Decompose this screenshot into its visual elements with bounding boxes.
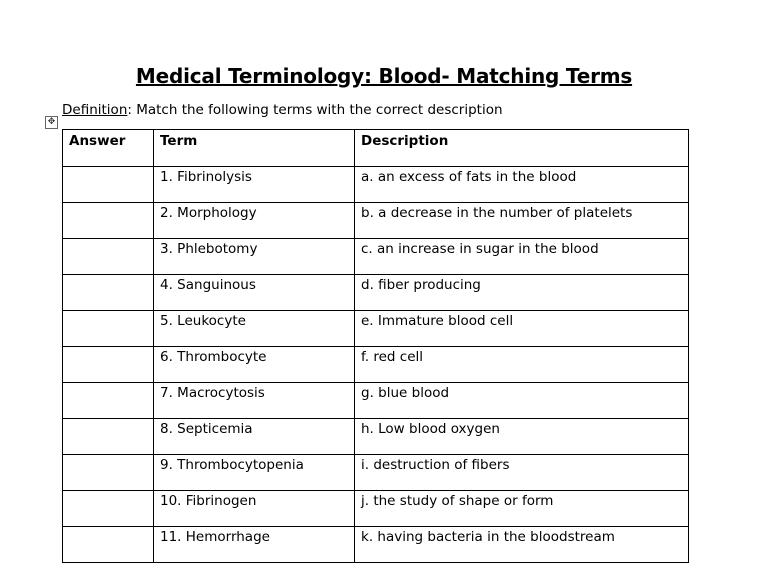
table-row xyxy=(63,311,689,347)
answer-cell[interactable] xyxy=(63,311,154,347)
table-row xyxy=(63,275,689,311)
description-cell: d. fiber producing xyxy=(355,275,689,311)
answer-cell[interactable] xyxy=(63,167,154,203)
header-answer: Answer xyxy=(63,130,154,167)
term-cell: 11. Hemorrhage xyxy=(154,527,355,563)
definition-label: Definition xyxy=(62,102,128,118)
answer-cell[interactable] xyxy=(63,455,154,491)
header-term: Term xyxy=(154,130,355,167)
description-cell: b. a decrease in the number of platelets xyxy=(355,203,689,239)
table-row xyxy=(63,167,689,203)
description-cell: a. an excess of fats in the blood xyxy=(355,167,689,203)
table-row xyxy=(63,491,689,527)
table-row xyxy=(63,383,689,419)
answer-cell[interactable] xyxy=(63,203,154,239)
term-cell: 1. Fibrinolysis xyxy=(154,167,355,203)
description-cell: h. Low blood oxygen xyxy=(355,419,689,455)
description-cell: i. destruction of fibers xyxy=(355,455,689,491)
answer-cell[interactable] xyxy=(63,383,154,419)
term-cell: 4. Sanguinous xyxy=(154,275,355,311)
term-cell: 10. Fibrinogen xyxy=(154,491,355,527)
description-cell: c. an increase in sugar in the blood xyxy=(355,239,689,275)
header-description: Description xyxy=(355,130,689,167)
term-cell: 9. Thrombocytopenia xyxy=(154,455,355,491)
table-row xyxy=(63,419,689,455)
table-move-handle-icon[interactable]: ✥ xyxy=(45,116,58,129)
table-row xyxy=(63,455,689,491)
term-cell: 2. Morphology xyxy=(154,203,355,239)
term-cell: 5. Leukocyte xyxy=(154,311,355,347)
answer-cell[interactable] xyxy=(63,419,154,455)
description-cell: k. having bacteria in the bloodstream xyxy=(355,527,689,563)
matching-terms-table xyxy=(62,129,689,563)
description-cell: j. the study of shape or form xyxy=(355,491,689,527)
description-cell: f. red cell xyxy=(355,347,689,383)
answer-cell[interactable] xyxy=(63,347,154,383)
page-title: Medical Terminology: Blood- Matching Terms xyxy=(135,64,633,88)
term-cell: 7. Macrocytosis xyxy=(154,383,355,419)
table-row xyxy=(63,239,689,275)
definition-line xyxy=(62,102,503,118)
answer-cell[interactable] xyxy=(63,239,154,275)
term-cell: 3. Phlebotomy xyxy=(154,239,355,275)
description-cell: e. Immature blood cell xyxy=(355,311,689,347)
table-row xyxy=(63,203,689,239)
answer-cell[interactable] xyxy=(63,491,154,527)
description-cell: g. blue blood xyxy=(355,383,689,419)
definition-text: : Match the following terms with the correct description xyxy=(127,102,503,118)
term-cell: 6. Thrombocyte xyxy=(154,347,355,383)
table-row xyxy=(63,347,689,383)
table-header-row xyxy=(63,130,689,167)
answer-cell[interactable] xyxy=(63,275,154,311)
term-cell: 8. Septicemia xyxy=(154,419,355,455)
